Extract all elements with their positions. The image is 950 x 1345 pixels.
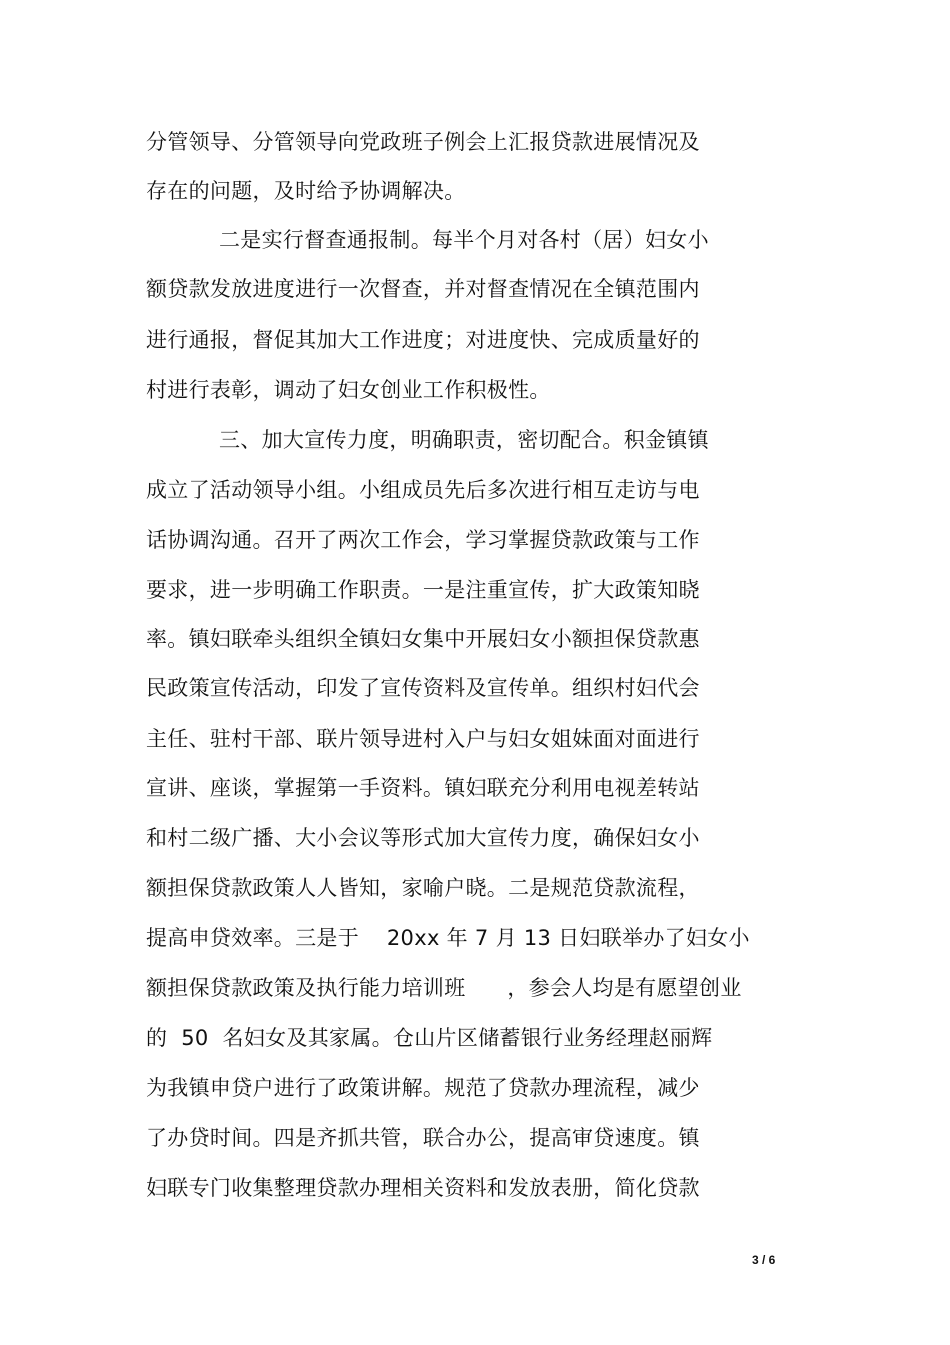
text-line: 主任、驻村干部、联片领导进村入户与妇女姐妹面对面进行 [146, 727, 700, 751]
text-line: 进行通报，督促其加大工作进度；对进度快、完成质量好的 [146, 328, 700, 352]
text-line: 和村二级广播、大小会议等形式加大宣传力度，确保妇女小 [146, 826, 700, 850]
text-line: 成立了活动领导小组。小组成员先后多次进行相互走访与电 [146, 478, 700, 502]
text-line: 妇联专门收集整理贷款办理相关资料和发放表册，简化贷款 [146, 1176, 700, 1200]
paragraph-first-line: 三、加大宣传力度，明确职责，密切配合。积金镇镇 [219, 428, 709, 452]
text-line: 分管领导、分管领导向党政班子例会上汇报贷款进展情况及 [146, 130, 700, 154]
page-number: 3 / 6 [752, 1253, 776, 1267]
paragraph-first-line: 二是实行督查通报制。每半个月对各村（居）妇女小 [219, 228, 709, 252]
text-line: 村进行表彰，调动了妇女创业工作积极性。 [146, 378, 551, 402]
text-line: 要求，进一步明确工作职责。一是注重宣传，扩大政策知晓 [146, 578, 700, 602]
text-line: 话协调沟通。召开了两次工作会，学习掌握贷款政策与工作 [146, 528, 700, 552]
text-line: 为我镇申贷户进行了政策讲解。规范了贷款办理流程，减少 [146, 1076, 700, 1100]
text-line: 额贷款发放进度进行一次督查，并对督查情况在全镇范围内 [146, 277, 700, 301]
text-line: 额担保贷款政策人人皆知，家喻户晓。二是规范贷款流程， [146, 876, 700, 900]
text-line: 了办贷时间。四是齐抓共管，联合办公，提高审贷速度。镇 [146, 1126, 700, 1150]
text-line: 的 50 名妇女及其家属。仓山片区储蓄银行业务经理赵丽辉 [146, 1026, 713, 1050]
text-line: 率。镇妇联牵头组织全镇妇女集中开展妇女小额担保贷款惠 [146, 627, 700, 651]
text-line: 额担保贷款政策及执行能力培训班 ，参会人均是有愿望创业 [146, 976, 742, 1000]
text-line: 存在的问题，及时给予协调解决。 [146, 179, 466, 203]
text-line: 宣讲、座谈，掌握第一手资料。镇妇联充分利用电视差转站 [146, 776, 700, 800]
text-line: 民政策宣传活动，印发了宣传资料及宣传单。组织村妇代会 [146, 676, 700, 700]
text-line: 提高申贷效率。三是于 20xx 年 7 月 13 日妇联举办了妇女小 [146, 926, 750, 950]
